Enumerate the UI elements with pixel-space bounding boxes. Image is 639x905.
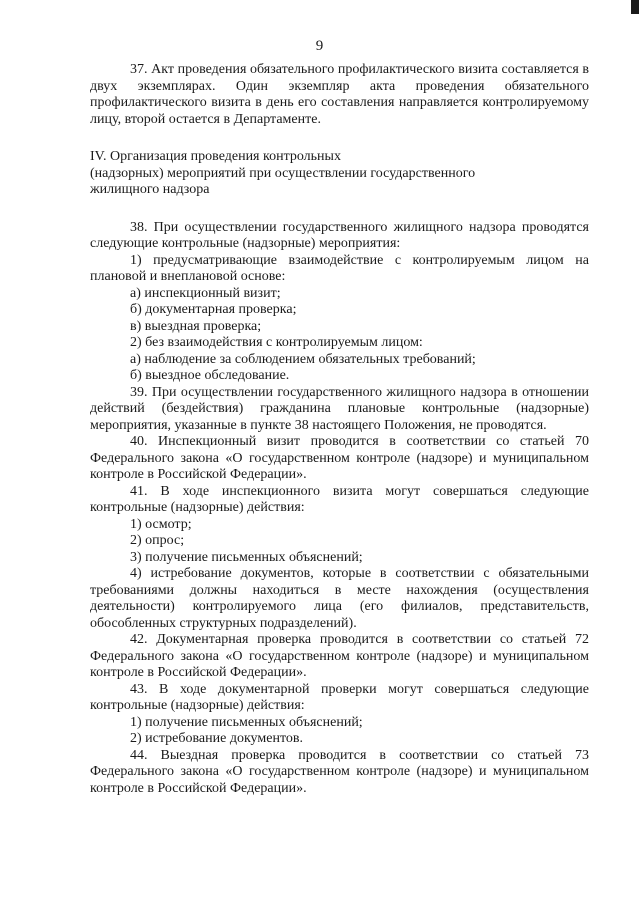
page-number: 9 <box>315 38 324 54</box>
paragraph-39: 39. При осуществлении государственного жилищного надзора в отношении действий (бездействия) гражданина плановые контрольные (надзорные) мероприятия, указанные в пункте 38 настоящего Положения, не проводятся. <box>90 384 589 433</box>
paragraph-38-item-1b: б) документарная проверка; <box>130 302 297 317</box>
paragraph-41-item-1: 1) осмотр; <box>130 516 192 532</box>
paragraph-38-item-1a: а) инспекционный визит; <box>130 285 281 301</box>
section-heading-line-2: (надзорных) мероприятий при осуществлении государственного <box>90 165 476 181</box>
paragraph-38-item-2: 2) без взаимодействия с контролируемым лицом: <box>130 335 423 350</box>
paragraph-38-item-2a: а) наблюдение за соблюдением обязательных требований; <box>130 351 476 367</box>
section-heading-line-1: IV. Организация проведения контрольных <box>90 149 341 164</box>
paragraph-44: 44. Выездная проверка проводится в соответствии со статьей 73 Федерального закона «О государственном контроле (надзоре) и муниципальном контроле в Российской Федерации». <box>90 747 589 796</box>
section-heading-line-3: жилищного надзора <box>90 182 210 197</box>
paragraph-43: 43. В ходе документарной проверки могут совершаться следующие контрольные (надзорные) действия: <box>90 681 589 713</box>
paragraph-38-item-1c: в) выездная проверка; <box>130 318 262 334</box>
paragraph-41-item-3: 3) получение письменных объяснений; <box>130 549 363 565</box>
paragraph-42: 42. Документарная проверка проводится в соответствии со статьей 72 Федерального закона «О государственном контроле (надзоре) и муниципальном контроле в Российской Федерации». <box>90 632 589 680</box>
paragraph-37: 37. Акт проведения обязательного профилактического визита составляется в двух экземплярах. Один экземпляр акта проведения обязательного профилактического визита в день его составления направляется контролируемому лицу, второй остается в Департаменте. <box>90 62 589 127</box>
paragraph-43-item-2: 2) истребование документов. <box>130 731 303 746</box>
paragraph-38-item-1: 1) предусматривающие взаимодействие с контролируемым лицом на плановой и внеплановой основе: <box>90 252 589 284</box>
paragraph-41-item-2: 2) опрос; <box>130 533 185 548</box>
paragraph-38: 38. При осуществлении государственного жилищного надзора проводятся следующие контрольные (надзорные) мероприятия: <box>90 219 589 251</box>
scan-corner-mark <box>631 0 639 14</box>
paragraph-40: 40. Инспекционный визит проводится в соответствии со статьей 70 Федерального закона «О государственном контроле (надзоре) и муниципальном контроле в Российской Федерации». <box>90 434 589 482</box>
paragraph-41-item-4: 4) истребование документов, которые в соответствии с обязательными требованиями должны находиться в месте нахождения (осуществления деятельности) контролируемого лица (его филиалов, представительств, обособленных структурных подразделений). <box>90 566 589 631</box>
paragraph-43-item-1: 1) получение письменных объяснений; <box>130 714 363 730</box>
document-body <box>90 62 589 797</box>
section-heading <box>90 149 589 199</box>
paragraph-41: 41. В ходе инспекционного визита могут совершаться следующие контрольные (надзорные) действия: <box>90 483 589 515</box>
paragraph-38-item-2b: б) выездное обследование. <box>130 368 290 383</box>
